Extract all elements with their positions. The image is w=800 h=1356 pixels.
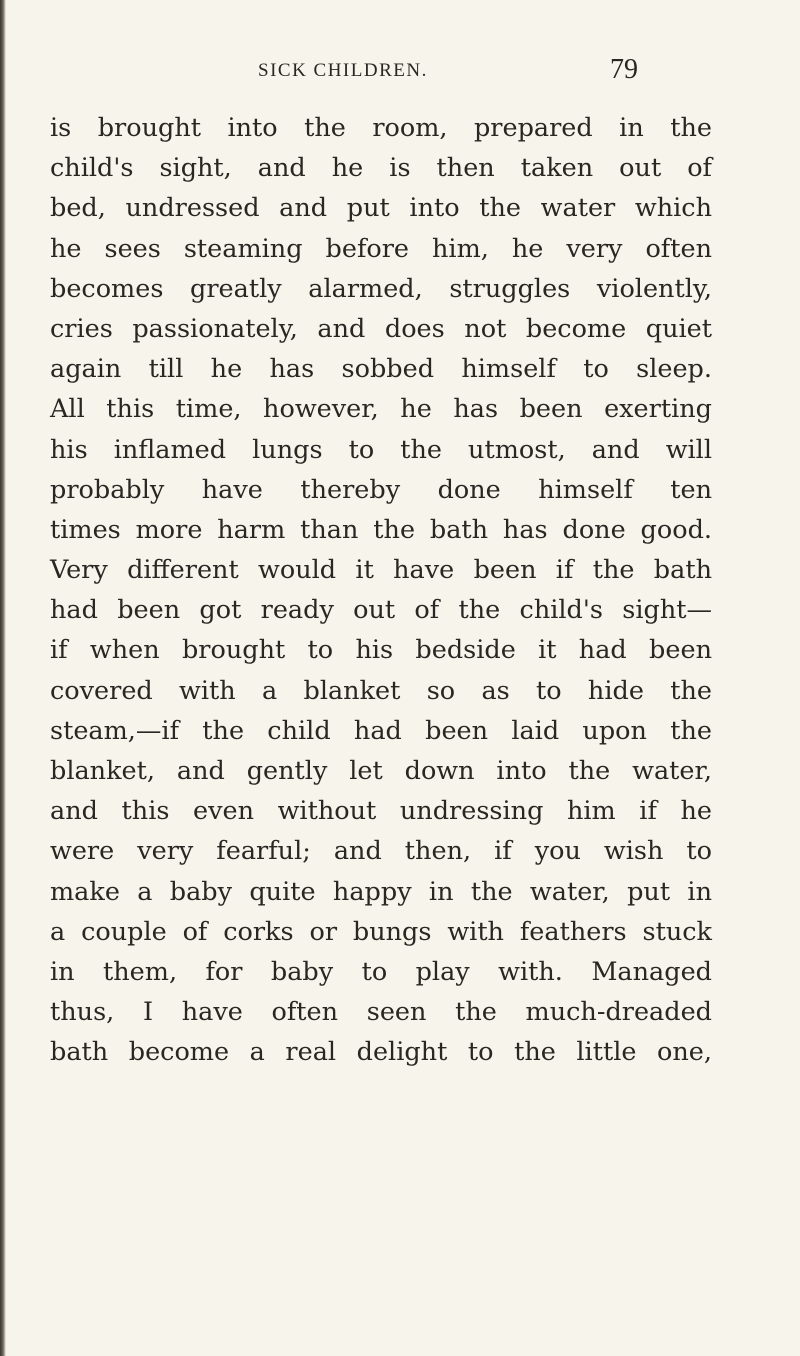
text-line: covered with a blanket so as to hide the [50,675,712,706]
text-line: All this time, however, he has been exerting [50,394,712,425]
text-line: and this even without undressing him if he [50,796,712,827]
text-line: bed, undressed and put into the water which [50,193,712,224]
text-line: again till he has sobbed himself to sleep. [50,354,712,385]
text-line: becomes greatly alarmed, struggles violently, [50,273,712,304]
text-line: had been got ready out of the child's sight— [50,595,712,626]
text-line: blanket, and gently let down into the water, [50,756,712,786]
text-line: steam,—if the child had been laid upon the [50,715,712,746]
text-line: probably have thereby done himself ten [50,474,712,505]
text-line: bath become a real delight to the little one, [50,1037,712,1068]
page-header [258,56,638,92]
text-line: were very fearful; and then, if you wish to [50,836,712,867]
body-text [50,108,712,1073]
text-line: is brought into the room, prepared in the [50,113,712,143]
text-line: if when brought to his bedside it had been [50,635,712,666]
page-binding-edge [0,0,6,1356]
page-number: 79 [610,54,638,85]
text-line: in them, for baby to play with. Managed [50,956,712,987]
text-line: a couple of corks or bungs with feathers stuck [50,916,712,947]
running-head: SICK CHILDREN. [258,60,428,81]
text-line: he sees steaming before him, he very often [50,233,712,264]
text-line: his inflamed lungs to the utmost, and will [50,434,712,465]
text-line: Very different would it have been if the bath [50,555,712,586]
text-line: make a baby quite happy in the water, put in [50,876,712,907]
text-line: child's sight, and he is then taken out of [50,153,712,184]
text-line: cries passionately, and does not become quiet [50,313,712,344]
text-line: times more harm than the bath has done good. [50,514,712,545]
text-line: thus, I have often seen the much-dreaded [50,997,712,1028]
